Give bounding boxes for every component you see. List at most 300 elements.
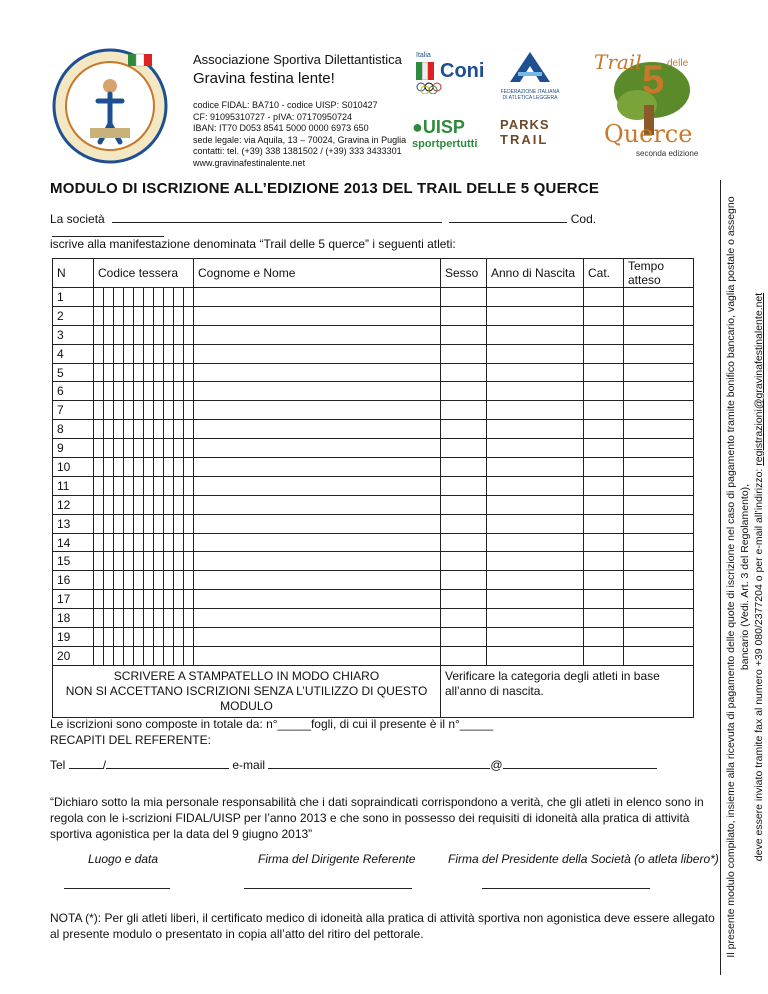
codice-tessera-box[interactable] — [154, 476, 164, 495]
codice-tessera-box[interactable] — [134, 590, 144, 609]
codice-tessera-box[interactable] — [94, 382, 104, 401]
codice-tessera-box[interactable] — [134, 533, 144, 552]
codice-tessera-box[interactable] — [164, 363, 174, 382]
codice-tessera-box[interactable] — [114, 646, 124, 665]
cod-field[interactable] — [52, 226, 164, 237]
codice-tessera-box[interactable] — [174, 552, 184, 571]
registration-email-link[interactable]: registrazioni@gravinafestinalente.net — [753, 292, 765, 466]
nome-cell[interactable] — [194, 306, 441, 325]
codice-tessera-box[interactable] — [184, 552, 194, 571]
codice-tessera-box[interactable] — [144, 363, 154, 382]
codice-tessera-box[interactable] — [154, 382, 164, 401]
tempo-cell[interactable] — [624, 552, 694, 571]
codice-tessera-box[interactable] — [114, 382, 124, 401]
codice-tessera-box[interactable] — [164, 288, 174, 307]
anno-cell[interactable] — [487, 628, 584, 647]
codice-tessera-box[interactable] — [144, 382, 154, 401]
sesso-cell[interactable] — [441, 439, 487, 458]
codice-tessera-box[interactable] — [94, 439, 104, 458]
codice-tessera-box[interactable] — [154, 571, 164, 590]
codice-tessera-box[interactable] — [154, 401, 164, 420]
sesso-cell[interactable] — [441, 609, 487, 628]
codice-tessera-box[interactable] — [124, 628, 134, 647]
codice-tessera-box[interactable] — [134, 552, 144, 571]
codice-tessera-box[interactable] — [164, 571, 174, 590]
codice-tessera-box[interactable] — [184, 646, 194, 665]
codice-tessera-box[interactable] — [114, 590, 124, 609]
codice-tessera-box[interactable] — [154, 306, 164, 325]
codice-tessera-box[interactable] — [104, 325, 114, 344]
cat-cell[interactable] — [584, 514, 624, 533]
codice-tessera-box[interactable] — [154, 590, 164, 609]
cat-cell[interactable] — [584, 344, 624, 363]
tempo-cell[interactable] — [624, 609, 694, 628]
nome-cell[interactable] — [194, 344, 441, 363]
codice-tessera-box[interactable] — [124, 382, 134, 401]
codice-tessera-box[interactable] — [164, 458, 174, 477]
codice-tessera-box[interactable] — [104, 288, 114, 307]
cat-cell[interactable] — [584, 382, 624, 401]
codice-tessera-box[interactable] — [134, 495, 144, 514]
codice-tessera-box[interactable] — [184, 306, 194, 325]
codice-tessera-box[interactable] — [154, 344, 164, 363]
anno-cell[interactable] — [487, 325, 584, 344]
sign-presidente-field[interactable] — [482, 888, 650, 889]
codice-tessera-box[interactable] — [144, 325, 154, 344]
tempo-cell[interactable] — [624, 325, 694, 344]
codice-tessera-box[interactable] — [134, 420, 144, 439]
tempo-cell[interactable] — [624, 439, 694, 458]
nome-cell[interactable] — [194, 552, 441, 571]
codice-tessera-box[interactable] — [174, 476, 184, 495]
codice-tessera-box[interactable] — [174, 306, 184, 325]
sesso-cell[interactable] — [441, 476, 487, 495]
codice-tessera-box[interactable] — [184, 476, 194, 495]
codice-tessera-box[interactable] — [164, 533, 174, 552]
codice-tessera-box[interactable] — [94, 552, 104, 571]
sign-luogo-field[interactable] — [64, 888, 170, 889]
codice-tessera-box[interactable] — [164, 439, 174, 458]
codice-tessera-box[interactable] — [124, 401, 134, 420]
codice-tessera-box[interactable] — [144, 344, 154, 363]
codice-tessera-box[interactable] — [104, 514, 114, 533]
sesso-cell[interactable] — [441, 325, 487, 344]
cat-cell[interactable] — [584, 420, 624, 439]
codice-tessera-box[interactable] — [124, 609, 134, 628]
codice-tessera-box[interactable] — [144, 420, 154, 439]
codice-tessera-box[interactable] — [94, 646, 104, 665]
sign-dirigente-field[interactable] — [244, 888, 412, 889]
sesso-cell[interactable] — [441, 628, 487, 647]
tempo-cell[interactable] — [624, 363, 694, 382]
anno-cell[interactable] — [487, 646, 584, 665]
anno-cell[interactable] — [487, 571, 584, 590]
codice-tessera-box[interactable] — [144, 401, 154, 420]
codice-tessera-box[interactable] — [184, 344, 194, 363]
codice-tessera-box[interactable] — [154, 495, 164, 514]
codice-tessera-box[interactable] — [164, 420, 174, 439]
codice-tessera-box[interactable] — [104, 609, 114, 628]
codice-tessera-box[interactable] — [114, 571, 124, 590]
codice-tessera-box[interactable] — [184, 495, 194, 514]
codice-tessera-box[interactable] — [134, 514, 144, 533]
codice-tessera-box[interactable] — [114, 439, 124, 458]
codice-tessera-box[interactable] — [124, 325, 134, 344]
codice-tessera-box[interactable] — [124, 363, 134, 382]
codice-tessera-box[interactable] — [144, 458, 154, 477]
codice-tessera-box[interactable] — [104, 382, 114, 401]
codice-tessera-box[interactable] — [124, 646, 134, 665]
codice-tessera-box[interactable] — [144, 533, 154, 552]
codice-tessera-box[interactable] — [164, 382, 174, 401]
codice-tessera-box[interactable] — [174, 609, 184, 628]
codice-tessera-box[interactable] — [174, 571, 184, 590]
codice-tessera-box[interactable] — [174, 401, 184, 420]
codice-tessera-box[interactable] — [184, 609, 194, 628]
codice-tessera-box[interactable] — [164, 552, 174, 571]
codice-tessera-box[interactable] — [114, 401, 124, 420]
codice-tessera-box[interactable] — [144, 609, 154, 628]
codice-tessera-box[interactable] — [154, 533, 164, 552]
codice-tessera-box[interactable] — [104, 439, 114, 458]
codice-tessera-box[interactable] — [134, 458, 144, 477]
codice-tessera-box[interactable] — [184, 458, 194, 477]
codice-tessera-box[interactable] — [184, 571, 194, 590]
cat-cell[interactable] — [584, 495, 624, 514]
cat-cell[interactable] — [584, 439, 624, 458]
codice-tessera-box[interactable] — [114, 476, 124, 495]
anno-cell[interactable] — [487, 363, 584, 382]
codice-tessera-box[interactable] — [154, 325, 164, 344]
codice-tessera-box[interactable] — [94, 571, 104, 590]
codice-tessera-box[interactable] — [104, 306, 114, 325]
codice-tessera-box[interactable] — [154, 439, 164, 458]
codice-tessera-box[interactable] — [94, 325, 104, 344]
codice-tessera-box[interactable] — [104, 552, 114, 571]
codice-tessera-box[interactable] — [134, 363, 144, 382]
tempo-cell[interactable] — [624, 344, 694, 363]
codice-tessera-box[interactable] — [164, 609, 174, 628]
codice-tessera-box[interactable] — [124, 533, 134, 552]
tempo-cell[interactable] — [624, 476, 694, 495]
codice-tessera-box[interactable] — [154, 363, 164, 382]
cat-cell[interactable] — [584, 590, 624, 609]
codice-tessera-box[interactable] — [94, 420, 104, 439]
codice-tessera-box[interactable] — [114, 533, 124, 552]
nome-cell[interactable] — [194, 439, 441, 458]
codice-tessera-box[interactable] — [144, 628, 154, 647]
codice-tessera-box[interactable] — [154, 458, 164, 477]
sesso-cell[interactable] — [441, 420, 487, 439]
codice-tessera-box[interactable] — [174, 495, 184, 514]
codice-tessera-box[interactable] — [154, 288, 164, 307]
sesso-cell[interactable] — [441, 552, 487, 571]
codice-tessera-box[interactable] — [174, 533, 184, 552]
societa-field[interactable] — [112, 212, 442, 223]
codice-tessera-box[interactable] — [144, 590, 154, 609]
codice-tessera-box[interactable] — [174, 439, 184, 458]
codice-tessera-box[interactable] — [154, 514, 164, 533]
tempo-cell[interactable] — [624, 533, 694, 552]
tempo-cell[interactable] — [624, 401, 694, 420]
nome-cell[interactable] — [194, 288, 441, 307]
cat-cell[interactable] — [584, 571, 624, 590]
codice-tessera-box[interactable] — [114, 306, 124, 325]
sesso-cell[interactable] — [441, 458, 487, 477]
codice-tessera-box[interactable] — [184, 325, 194, 344]
codice-tessera-box[interactable] — [124, 458, 134, 477]
nome-cell[interactable] — [194, 420, 441, 439]
codice-tessera-box[interactable] — [104, 533, 114, 552]
nome-cell[interactable] — [194, 646, 441, 665]
sesso-cell[interactable] — [441, 514, 487, 533]
codice-tessera-box[interactable] — [104, 420, 114, 439]
codice-tessera-box[interactable] — [124, 476, 134, 495]
cat-cell[interactable] — [584, 288, 624, 307]
codice-tessera-box[interactable] — [164, 306, 174, 325]
cat-cell[interactable] — [584, 363, 624, 382]
sesso-cell[interactable] — [441, 344, 487, 363]
anno-cell[interactable] — [487, 590, 584, 609]
codice-tessera-box[interactable] — [114, 458, 124, 477]
anno-cell[interactable] — [487, 552, 584, 571]
nome-cell[interactable] — [194, 514, 441, 533]
sesso-cell[interactable] — [441, 571, 487, 590]
codice-tessera-box[interactable] — [124, 552, 134, 571]
nome-cell[interactable] — [194, 401, 441, 420]
codice-tessera-box[interactable] — [114, 609, 124, 628]
codice-tessera-box[interactable] — [124, 495, 134, 514]
cat-cell[interactable] — [584, 458, 624, 477]
anno-cell[interactable] — [487, 495, 584, 514]
codice-tessera-box[interactable] — [144, 439, 154, 458]
codice-tessera-box[interactable] — [94, 401, 104, 420]
anno-cell[interactable] — [487, 476, 584, 495]
codice-tessera-box[interactable] — [104, 646, 114, 665]
sesso-cell[interactable] — [441, 495, 487, 514]
codice-tessera-box[interactable] — [134, 382, 144, 401]
codice-tessera-box[interactable] — [154, 420, 164, 439]
email-user-field[interactable] — [268, 758, 490, 769]
codice-tessera-box[interactable] — [94, 306, 104, 325]
tempo-cell[interactable] — [624, 288, 694, 307]
codice-tessera-box[interactable] — [114, 344, 124, 363]
tempo-cell[interactable] — [624, 420, 694, 439]
codice-tessera-box[interactable] — [124, 439, 134, 458]
codice-tessera-box[interactable] — [184, 628, 194, 647]
cat-cell[interactable] — [584, 646, 624, 665]
codice-tessera-box[interactable] — [174, 363, 184, 382]
codice-tessera-box[interactable] — [144, 476, 154, 495]
nome-cell[interactable] — [194, 476, 441, 495]
email-domain-field[interactable] — [503, 758, 657, 769]
codice-tessera-box[interactable] — [134, 628, 144, 647]
codice-tessera-box[interactable] — [184, 288, 194, 307]
codice-tessera-box[interactable] — [94, 533, 104, 552]
tel-prefix-field[interactable] — [69, 758, 103, 769]
codice-tessera-box[interactable] — [174, 514, 184, 533]
tempo-cell[interactable] — [624, 571, 694, 590]
codice-tessera-box[interactable] — [164, 628, 174, 647]
codice-tessera-box[interactable] — [114, 552, 124, 571]
codice-tessera-box[interactable] — [124, 344, 134, 363]
codice-tessera-box[interactable] — [174, 288, 184, 307]
codice-tessera-box[interactable] — [154, 552, 164, 571]
codice-tessera-box[interactable] — [174, 646, 184, 665]
codice-tessera-box[interactable] — [114, 288, 124, 307]
sesso-cell[interactable] — [441, 590, 487, 609]
codice-tessera-box[interactable] — [134, 646, 144, 665]
codice-tessera-box[interactable] — [184, 420, 194, 439]
codice-tessera-box[interactable] — [94, 476, 104, 495]
cat-cell[interactable] — [584, 609, 624, 628]
anno-cell[interactable] — [487, 288, 584, 307]
codice-tessera-box[interactable] — [134, 609, 144, 628]
nome-cell[interactable] — [194, 382, 441, 401]
codice-tessera-box[interactable] — [104, 476, 114, 495]
codice-tessera-box[interactable] — [134, 344, 144, 363]
codice-tessera-box[interactable] — [154, 609, 164, 628]
codice-tessera-box[interactable] — [174, 458, 184, 477]
codice-tessera-box[interactable] — [134, 476, 144, 495]
anno-cell[interactable] — [487, 420, 584, 439]
sesso-cell[interactable] — [441, 646, 487, 665]
anno-cell[interactable] — [487, 609, 584, 628]
codice-tessera-box[interactable] — [164, 514, 174, 533]
codice-tessera-box[interactable] — [104, 571, 114, 590]
codice-tessera-box[interactable] — [174, 382, 184, 401]
nome-cell[interactable] — [194, 609, 441, 628]
nome-cell[interactable] — [194, 628, 441, 647]
codice-tessera-box[interactable] — [144, 552, 154, 571]
codice-tessera-box[interactable] — [154, 646, 164, 665]
tempo-cell[interactable] — [624, 628, 694, 647]
codice-tessera-box[interactable] — [174, 325, 184, 344]
codice-tessera-box[interactable] — [104, 458, 114, 477]
cat-cell[interactable] — [584, 325, 624, 344]
codice-tessera-box[interactable] — [174, 344, 184, 363]
cat-cell[interactable] — [584, 552, 624, 571]
codice-tessera-box[interactable] — [124, 306, 134, 325]
codice-tessera-box[interactable] — [144, 571, 154, 590]
codice-tessera-box[interactable] — [164, 646, 174, 665]
codice-tessera-box[interactable] — [164, 344, 174, 363]
anno-cell[interactable] — [487, 514, 584, 533]
anno-cell[interactable] — [487, 458, 584, 477]
tel-number-field[interactable] — [106, 758, 229, 769]
codice-tessera-box[interactable] — [104, 495, 114, 514]
nome-cell[interactable] — [194, 495, 441, 514]
sesso-cell[interactable] — [441, 363, 487, 382]
codice-tessera-box[interactable] — [164, 325, 174, 344]
codice-tessera-box[interactable] — [174, 628, 184, 647]
cat-cell[interactable] — [584, 401, 624, 420]
codice-tessera-box[interactable] — [94, 363, 104, 382]
codice-tessera-box[interactable] — [94, 344, 104, 363]
codice-tessera-box[interactable] — [164, 590, 174, 609]
codice-tessera-box[interactable] — [104, 363, 114, 382]
codice-tessera-box[interactable] — [124, 590, 134, 609]
codice-tessera-box[interactable] — [134, 306, 144, 325]
codice-tessera-box[interactable] — [134, 439, 144, 458]
codice-tessera-box[interactable] — [184, 439, 194, 458]
nome-cell[interactable] — [194, 590, 441, 609]
cat-cell[interactable] — [584, 476, 624, 495]
anno-cell[interactable] — [487, 382, 584, 401]
codice-tessera-box[interactable] — [94, 514, 104, 533]
codice-tessera-box[interactable] — [114, 363, 124, 382]
tempo-cell[interactable] — [624, 382, 694, 401]
tempo-cell[interactable] — [624, 458, 694, 477]
anno-cell[interactable] — [487, 533, 584, 552]
sesso-cell[interactable] — [441, 306, 487, 325]
codice-tessera-box[interactable] — [184, 590, 194, 609]
codice-tessera-box[interactable] — [144, 646, 154, 665]
codice-tessera-box[interactable] — [114, 420, 124, 439]
codice-tessera-box[interactable] — [134, 571, 144, 590]
cat-cell[interactable] — [584, 533, 624, 552]
codice-tessera-box[interactable] — [94, 590, 104, 609]
codice-tessera-box[interactable] — [164, 401, 174, 420]
codice-tessera-box[interactable] — [144, 288, 154, 307]
codice-tessera-box[interactable] — [94, 628, 104, 647]
sesso-cell[interactable] — [441, 288, 487, 307]
codice-tessera-box[interactable] — [104, 401, 114, 420]
cat-cell[interactable] — [584, 306, 624, 325]
codice-tessera-box[interactable] — [144, 495, 154, 514]
codice-tessera-box[interactable] — [144, 306, 154, 325]
codice-tessera-box[interactable] — [164, 476, 174, 495]
codice-tessera-box[interactable] — [164, 495, 174, 514]
nome-cell[interactable] — [194, 325, 441, 344]
codice-tessera-box[interactable] — [184, 363, 194, 382]
codice-tessera-box[interactable] — [94, 458, 104, 477]
nome-cell[interactable] — [194, 363, 441, 382]
codice-tessera-box[interactable] — [94, 288, 104, 307]
codice-tessera-box[interactable] — [104, 590, 114, 609]
sesso-cell[interactable] — [441, 533, 487, 552]
codice-tessera-box[interactable] — [184, 514, 194, 533]
codice-tessera-box[interactable] — [124, 288, 134, 307]
tempo-cell[interactable] — [624, 514, 694, 533]
nome-cell[interactable] — [194, 458, 441, 477]
cat-cell[interactable] — [584, 628, 624, 647]
anno-cell[interactable] — [487, 344, 584, 363]
codice-tessera-box[interactable] — [184, 533, 194, 552]
codice-tessera-box[interactable] — [124, 571, 134, 590]
codice-tessera-box[interactable] — [104, 344, 114, 363]
anno-cell[interactable] — [487, 306, 584, 325]
tempo-cell[interactable] — [624, 590, 694, 609]
sesso-cell[interactable] — [441, 382, 487, 401]
codice-tessera-box[interactable] — [114, 325, 124, 344]
tempo-cell[interactable] — [624, 495, 694, 514]
codice-tessera-box[interactable] — [124, 514, 134, 533]
nome-cell[interactable] — [194, 533, 441, 552]
codice-tessera-box[interactable] — [134, 325, 144, 344]
codice-tessera-box[interactable] — [114, 495, 124, 514]
tempo-cell[interactable] — [624, 646, 694, 665]
anno-cell[interactable] — [487, 439, 584, 458]
tempo-cell[interactable] — [624, 306, 694, 325]
codice-tessera-box[interactable] — [134, 401, 144, 420]
societa-field-2[interactable] — [449, 212, 567, 223]
codice-tessera-box[interactable] — [174, 590, 184, 609]
codice-tessera-box[interactable] — [104, 628, 114, 647]
codice-tessera-box[interactable] — [114, 628, 124, 647]
sesso-cell[interactable] — [441, 401, 487, 420]
codice-tessera-box[interactable] — [154, 628, 164, 647]
